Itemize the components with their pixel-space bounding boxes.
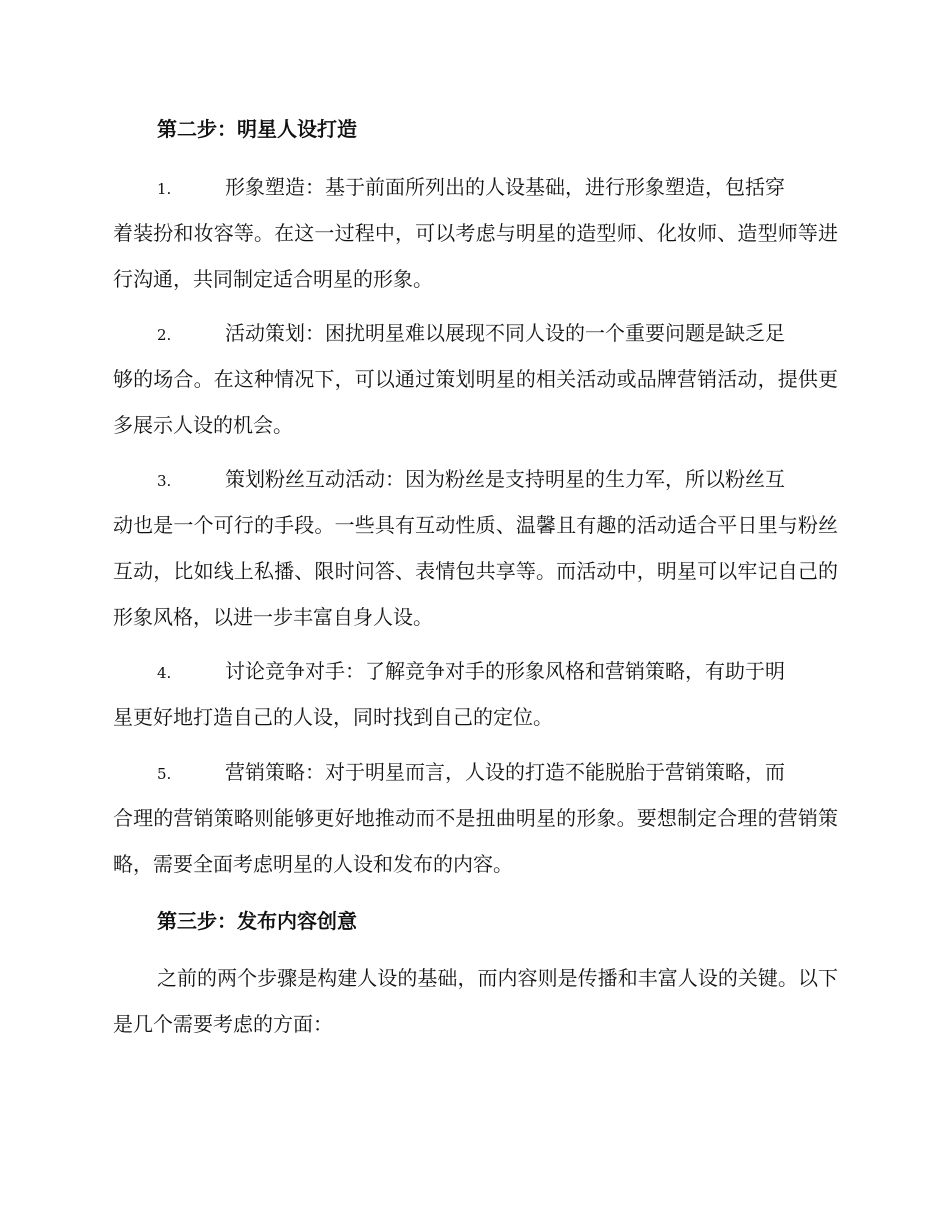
list-item-3 [113,456,838,640]
list-item-text: 合理的营销策略则能够更好地推动而不是扭曲明星的形象。要想制定合理的营销策略，需要全面考虑明星的人设和发布的内容。 [113,806,838,876]
list-item-2 [113,310,838,448]
list-item-text: 着装扮和妆容等。在这一过程中，可以考虑与明星的造型师、化妆师、造型师等进行沟通，共同制定适合明星的形象。 [113,221,838,291]
list-item-text: 星更好地打造自己的人设，同时找到自己的定位。 [113,705,553,729]
step2-heading: 第二步：明星人设打造 [157,117,357,141]
list-item-text: 动也是一个可行的手段。一些具有互动性质、温馨且有趣的活动适合平日里与粉丝互动，比如线上私播、限时问答、表情包共享等。而活动中，明星可以牢记自己的形象风格，以进一步丰富自身人设。 [113,513,838,629]
list-item-first-line: 形象塑造：基于前面所列出的人设基础，进行形象塑造，包括穿 [225,175,785,199]
list-number: 2. [157,326,172,344]
step3-heading: 第三步：发布内容创意 [157,909,357,933]
list-item-first-line: 策划粉丝互动活动：因为粉丝是支持明星的生力军，所以粉丝互 [225,467,785,491]
list-number: 4. [157,664,172,682]
list-number: 1. [157,180,172,198]
step3-intro: 之前的两个步骤是构建人设的基础，而内容则是传播和丰富人设的关键。以下是几个需要考虑的方面： [113,966,838,1036]
list-item-first-line: 营销策略：对于明星而言，人设的打造不能脱胎于营销策略，而 [225,760,785,784]
list-item-first-line: 活动策划：困扰明星难以展现不同人设的一个重要问题是缺乏足 [225,321,785,345]
list-item-text: 够的场合。在这种情况下，可以通过策划明星的相关活动或品牌营销活动，提供更多展示人设的机会。 [113,367,838,437]
list-number: 5. [157,765,172,783]
list-item-4 [113,648,838,740]
list-number: 3. [157,472,172,490]
list-item-first-line: 讨论竞争对手：了解竞争对手的形象风格和营销策略，有助于明 [225,659,785,683]
list-item-5 [113,749,838,887]
list-item-1 [113,164,838,302]
